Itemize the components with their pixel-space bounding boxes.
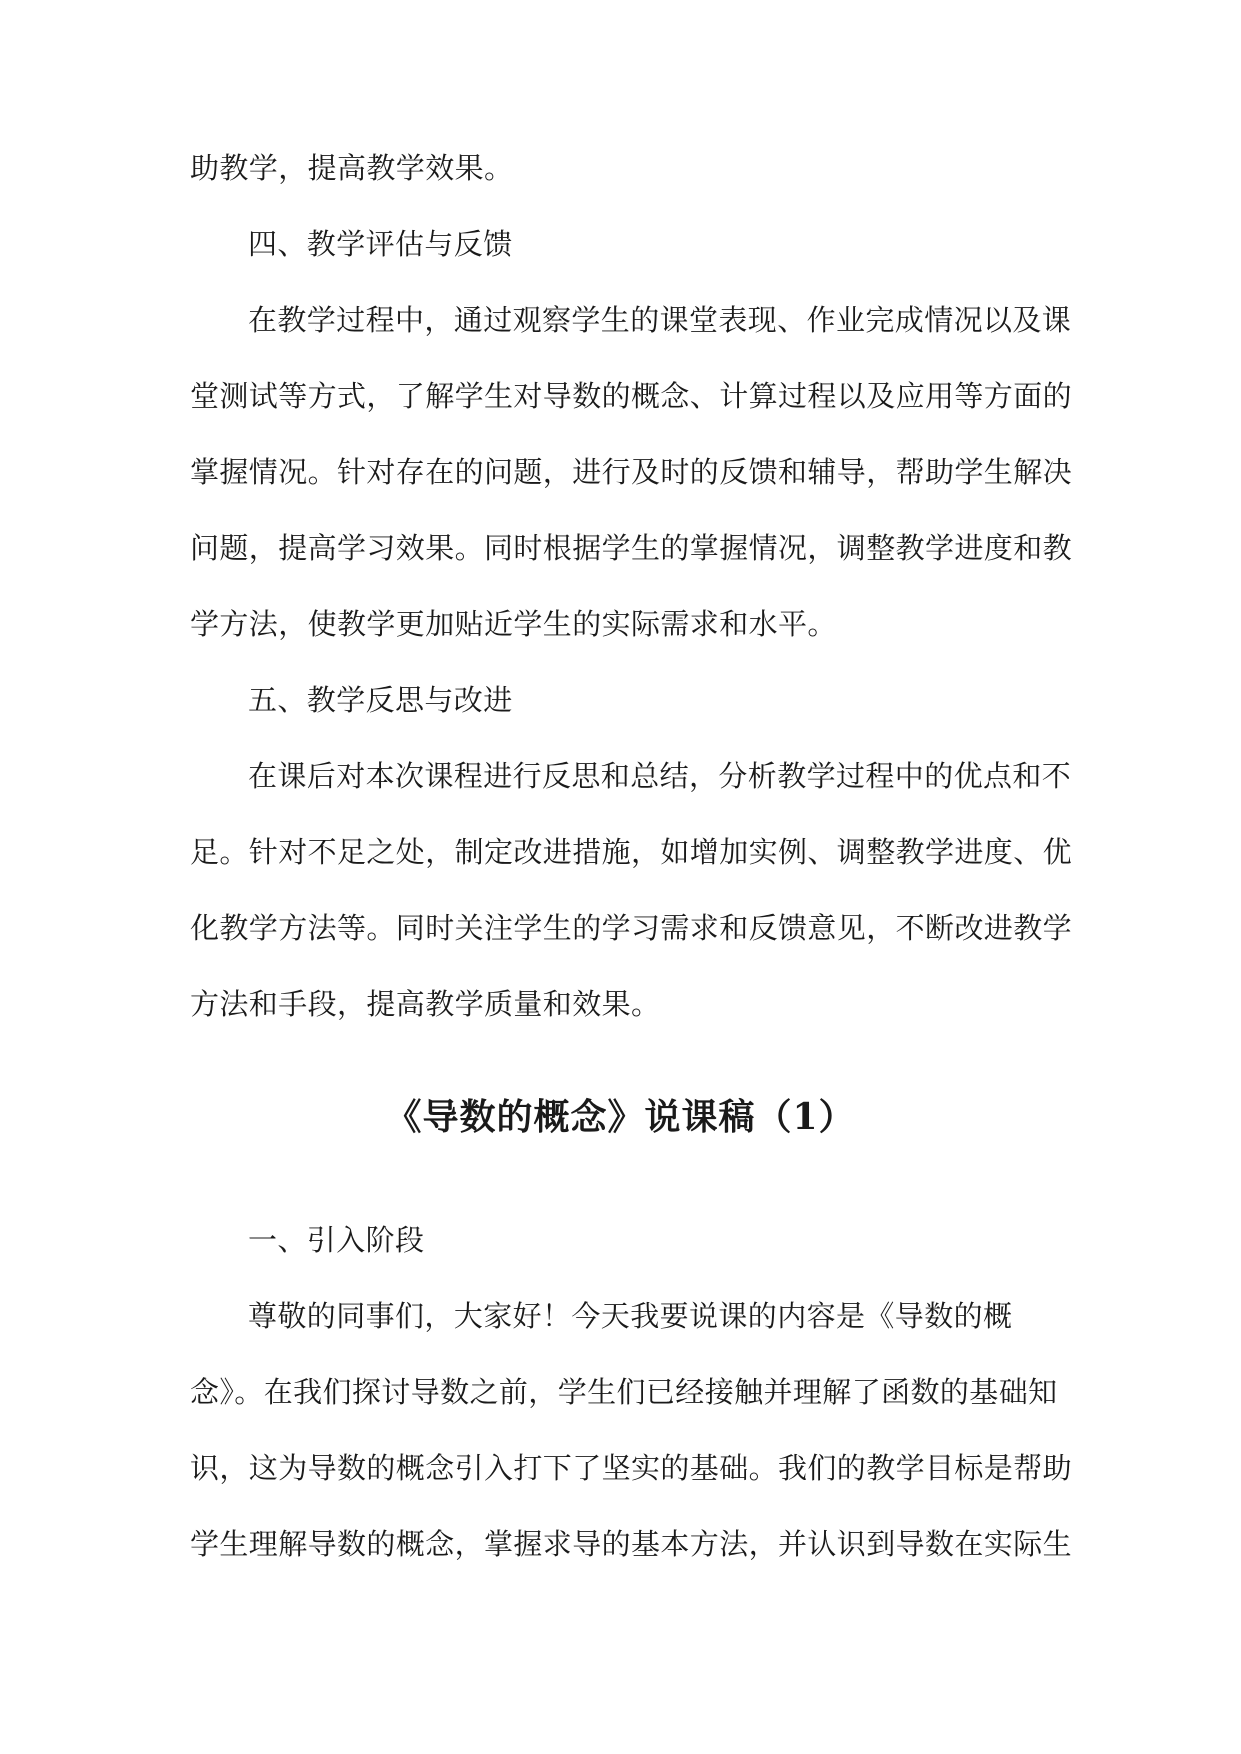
text-line: 问题，提高学习效果。同时根据学生的掌握情况，调整教学进度和教 bbox=[190, 531, 1073, 565]
text-line: 堂测试等方式，了解学生对导数的概念、计算过程以及应用等方面的 bbox=[190, 379, 1073, 413]
text-line: 助教学，提高教学效果。 bbox=[190, 151, 514, 185]
section-heading: 四、教学评估与反馈 bbox=[248, 227, 513, 261]
text-line: 识，这为导数的概念引入打下了坚实的基础。我们的教学目标是帮助 bbox=[190, 1451, 1073, 1485]
text-line: 学生理解导数的概念，掌握求导的基本方法，并认识到导数在实际生 bbox=[190, 1527, 1073, 1561]
document-title: 《导数的概念》说课稿（1） bbox=[385, 1096, 856, 1138]
text-line: 足。针对不足之处，制定改进措施，如增加实例、调整教学进度、优 bbox=[190, 835, 1073, 869]
text-line: 学方法，使教学更加贴近学生的实际需求和水平。 bbox=[190, 607, 837, 641]
section-heading: 五、教学反思与改进 bbox=[248, 683, 513, 717]
text-line: 化教学方法等。同时关注学生的学习需求和反馈意见，不断改进教学 bbox=[190, 911, 1073, 945]
text-line: 方法和手段，提高教学质量和效果。 bbox=[190, 987, 661, 1021]
paragraph-first-line: 在教学过程中，通过观察学生的课堂表现、作业完成情况以及课 bbox=[248, 303, 1072, 337]
text-line: 掌握情况。针对存在的问题，进行及时的反馈和辅导，帮助学生解决 bbox=[190, 455, 1073, 489]
paragraph-first-line: 在课后对本次课程进行反思和总结，分析教学过程中的优点和不 bbox=[248, 759, 1072, 793]
section-heading: 一、引入阶段 bbox=[248, 1223, 425, 1257]
paragraph-first-line: 尊敬的同事们，大家好！今天我要说课的内容是《导数的概 bbox=[248, 1299, 1013, 1333]
text-line: 念》。在我们探讨导数之前，学生们已经接触并理解了函数的基础知 bbox=[190, 1375, 1058, 1409]
